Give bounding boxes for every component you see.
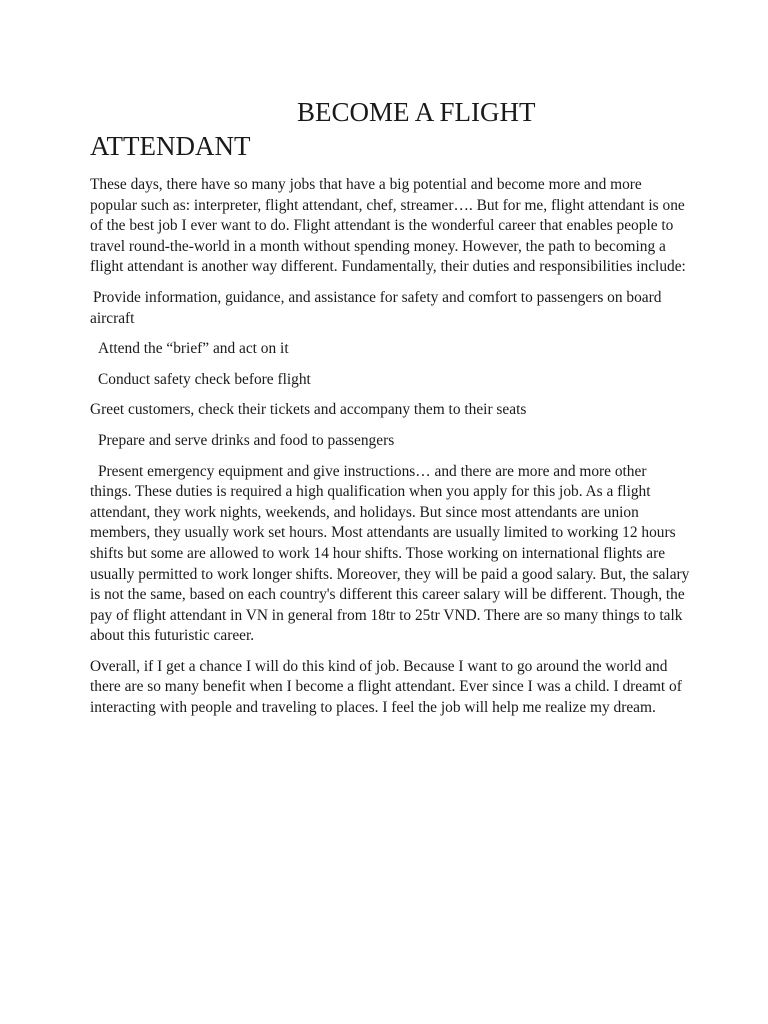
duty-item-greet-customers: Greet customers, check their tickets and accompany them to their seats [90, 401, 527, 419]
paragraph-duties-and-salary: Present emergency equipment and give instructions… and there are more and more other things. These duties is required a high qualification when you apply for this job. As a flight attendant, they work nights, weekends, and holidays. But since most attendants are union members, they usually work set hours. Most attendants are usually limited to working 12 hours shifts but some are allowed to work 14 hour shifts. Those working on international flights are usually permitted to work longer shifts. Moreover, they will be paid a good salary. But, the salary is not the same, based on each country's different this career salary will be different. Though, the pay of flight attendant in VN in general from 18tr to 25tr VND. There are so many things to talk about this futuristic career. [90, 462, 690, 645]
duty-item-provide-information: Provide information, guidance, and assistance for safety and comfort to passengers on board aircraft [90, 288, 662, 327]
document-title-line-2: ATTENDANT [90, 131, 251, 161]
duty-item-serve-food: Prepare and serve drinks and food to passengers [98, 431, 395, 449]
paragraph-intro: These days, there have so many jobs that have a big potential and become more and more popular such as: interpreter, flight attendant, chef, streamer…. But for me, flight attendant is one of the best job I ever want to do. Flight attendant is the wonderful career that enables people to travel round-the-world in a month without spending money. However, the path to becoming a flight attendant is another way different. Fundamentally, their duties and responsibilities include: [90, 176, 686, 276]
paragraph-conclusion: Overall, if I get a chance I will do this kind of job. Because I want to go around the world and there are so many benefit when I become a flight attendant. Ever since I was a child. I dreamt of interacting with people and traveling to places. I feel the job will help me realize my dream. [90, 657, 682, 717]
document-title-line-1: BECOME A FLIGHT [297, 97, 536, 127]
duty-item-attend-brief: Attend the “brief” and act on it [98, 340, 289, 358]
document-body [90, 175, 690, 729]
duty-item-safety-check: Conduct safety check before flight [98, 370, 311, 388]
